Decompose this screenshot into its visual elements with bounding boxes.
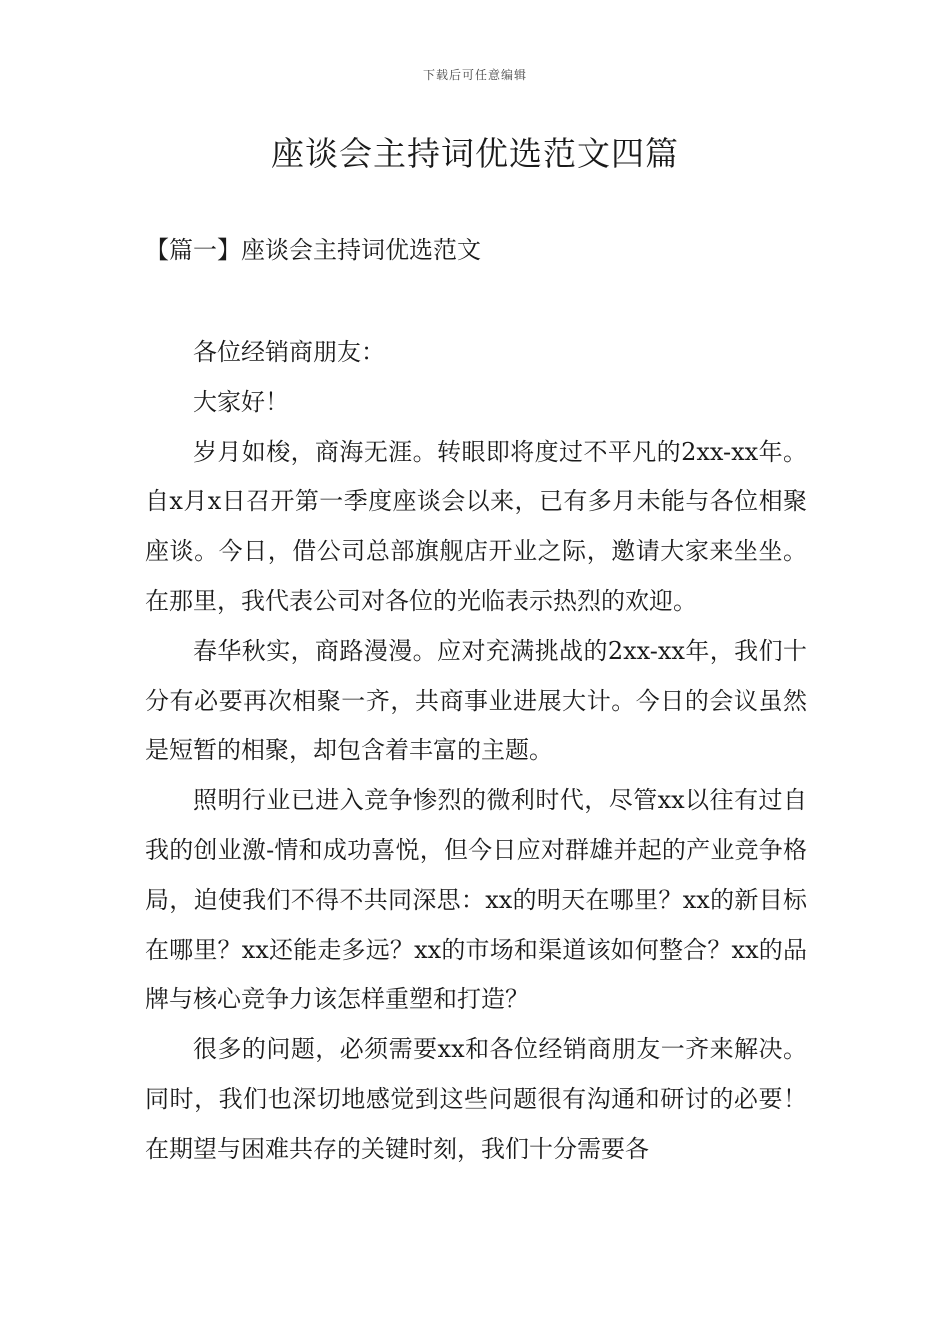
- paragraph: 春华秋实，商路漫漫。应对充满挑战的2xx-xx年，我们十分有必要再次相聚一齐，共商事业进展大计。今日的会议虽然是短暂的相聚，却包含着丰富的主题。: [145, 636, 807, 765]
- paragraph: 很多的问题，必须需要xx和各位经销商朋友一齐来解决。同时，我们也深切地感觉到这些问题很有沟通和研讨的必要！在期望与困难共存的关键时刻，我们十分需要各: [145, 1035, 807, 1163]
- salutation: 各位经销商朋友：: [193, 338, 385, 366]
- header-note: 下载后可任意编辑: [422, 68, 527, 82]
- paragraph: 照明行业已进入竞争惨烈的微利时代，尽管xx以往有过自我的创业激-情和成功喜悦，但今日应对群雄并起的产业竞争格局，迫使我们不得不共同深思：xx的明天在哪里？xx的新目标在哪里？xx还能走多远？xx的市场和渠道该如何整合？xx的品牌与核心竞争力该怎样重塑和打造？: [145, 786, 807, 1014]
- document-body: [145, 328, 807, 1175]
- paragraph: 岁月如梭，商海无涯。转眼即将度过不平凡的2xx-xx年。自x月x日召开第一季度座谈会以来，已有多月未能与各位相聚座谈。今日，借公司总部旗舰店开业之际，邀请大家来坐坐。在那里，我代表公司对各位的光临表示热烈的欢迎。: [145, 437, 807, 615]
- document-title: 座谈会主持词优选范文四篇: [271, 134, 679, 173]
- greeting: 大家好！: [193, 387, 289, 416]
- section-heading: 【篇一】座谈会主持词优选范文: [145, 236, 481, 264]
